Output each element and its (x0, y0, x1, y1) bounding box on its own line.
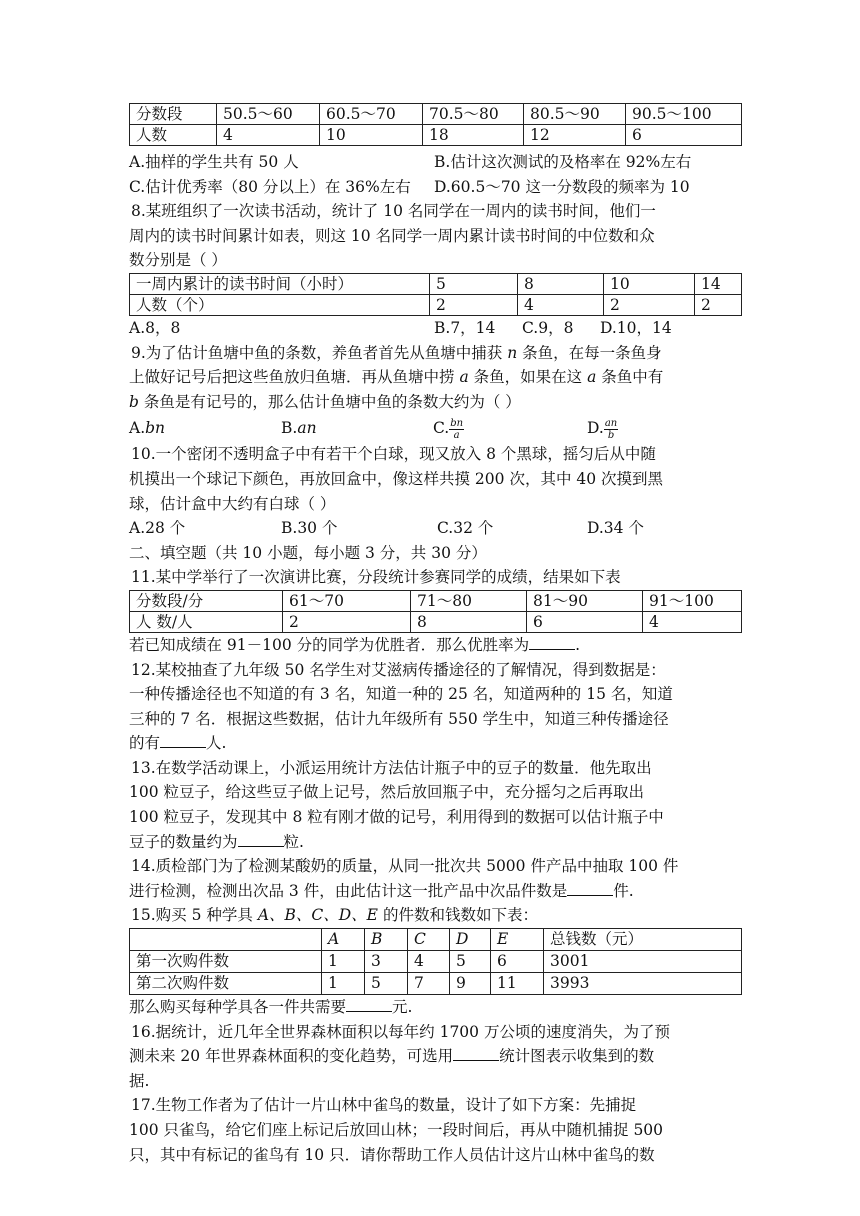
q8-stem-line-1: 8.某班组织了一次读书活动，统计了 10 名同学在一周内的读书时间，他们一 (131, 202, 656, 221)
table-row (130, 104, 742, 125)
table-cell: 81～90 (527, 590, 643, 611)
table-cell: 5 (450, 951, 491, 973)
table-cell: 9 (450, 973, 491, 995)
table-cell: 90.5～100 (626, 104, 742, 125)
q10-stem-line-3: 球，估计盒中大约有白球（ ） (129, 494, 336, 513)
q11-text: . (575, 635, 581, 654)
table-cell: 50.5～60 (217, 104, 320, 125)
q10-options (129, 516, 742, 541)
table-cell: 80.5～90 (524, 104, 626, 125)
table-cell: 91～100 (643, 590, 742, 611)
table-cell: C (408, 929, 450, 951)
table-cell: 第一次购件数 (130, 951, 322, 973)
q9-text: 条鱼，在每一条鱼身 (522, 343, 662, 362)
q15-letters: A、B、C、D、E (257, 906, 378, 925)
table-cell: 3993 (544, 973, 742, 995)
q13-stem-line-2: 100 粒豆子，给这些豆子做上记号，然后放回瓶子中，充分摇匀之后再取出 (129, 783, 645, 802)
q10-option-b: B.30 个 (281, 519, 338, 538)
q17-stem-line-1: 17.生物工作者为了估计一片山林中雀鸟的数量，设计了如下方案：先捕捉 (131, 1096, 637, 1115)
table-row (130, 125, 742, 146)
q13-text: 豆子的数量约为 (129, 832, 238, 851)
q8-option-c: C.9，8 (522, 318, 574, 337)
table-row (130, 590, 742, 611)
table-cell: 5 (430, 273, 518, 294)
q7-option-c: C.估计优秀率（80 分以上）在 36%左右 (129, 177, 411, 196)
q10-option-a: A.28 个 (129, 519, 186, 538)
answer-blank[interactable] (453, 1046, 499, 1061)
table-cell: 11 (491, 973, 544, 995)
fraction-denominator: b (607, 429, 615, 441)
table-cell: 2 (695, 294, 742, 315)
q15-stem-line-1 (129, 903, 742, 928)
q9-options (129, 414, 742, 442)
table-row (130, 611, 742, 632)
table-cell: 1 (322, 951, 365, 973)
q15-text: 15.购买 5 种学具 (131, 906, 253, 925)
q8-stem-line-3: 数分别是（ ） (129, 251, 227, 270)
table-cell: 2 (430, 294, 518, 315)
q16-stem-line-3: 据. (129, 1071, 150, 1090)
table-cell: 3001 (544, 951, 742, 973)
table-cell: A (322, 929, 365, 951)
q13-stem-line-4 (129, 830, 742, 855)
q11-stem-line-2 (129, 633, 742, 658)
table-cell: 8 (518, 273, 604, 294)
q8-stem-line-2: 周内的读书时间累计如表，则这 10 名同学一周内累计读书时间的中位数和众 (129, 226, 655, 245)
q9-text: 条鱼中有 (601, 368, 664, 387)
answer-blank[interactable] (567, 881, 613, 896)
q15-stem-line-2 (129, 995, 742, 1020)
q10-option-c: C.32 个 (437, 519, 494, 538)
q8-option-a: A.8，8 (129, 318, 181, 337)
q16-stem-line-2 (129, 1044, 742, 1069)
q10-option-d: D.34 个 (587, 519, 644, 538)
table-cell: 10 (320, 125, 423, 146)
option-expr: an (297, 419, 317, 438)
q7-option-a: A.抽样的学生共有 50 人 (129, 153, 299, 171)
table-cell: 分数段/分 (130, 590, 283, 611)
q9-var-a: a (459, 368, 469, 387)
q16-stem-line-1: 16.据统计，近几年全世界森林面积以每年约 1700 万公顷的速度消失，为了预 (131, 1022, 670, 1041)
q12-stem-line-1: 12.某校抽查了九年级 50 名学生对艾滋病传播途径的了解情况，得到数据是： (131, 660, 666, 679)
q9-stem-line-2 (129, 365, 742, 390)
q8-option-d: D.10，14 (600, 318, 672, 337)
answer-blank[interactable] (529, 635, 575, 650)
q7-option-b: B.估计这次测试的及格率在 92%左右 (434, 153, 692, 171)
q9-text: 条鱼，如果在这 (473, 368, 583, 387)
q14-text: 进行检测，检测出次品 3 件，由此估计这一批产品中次品件数是 (129, 881, 568, 900)
table-cell: 一周内累计的读书时间（小时） (130, 273, 430, 294)
table-cell: 60.5～70 (320, 104, 423, 125)
q9-var-a: a (587, 368, 597, 387)
table-cell: 4 (643, 611, 742, 632)
q17-stem-line-2: 100 只雀鸟，给它们座上标记后放回山林；一段时间后，再从中随机捕捉 500 (129, 1121, 664, 1139)
q14-text: 件. (613, 881, 634, 900)
fraction-numerator: bn (450, 417, 464, 429)
q16-text: 统计图表示收集到的数 (499, 1047, 655, 1066)
table-cell: 71～80 (411, 590, 527, 611)
q11-text: 若已知成绩在 91－100 分的同学为优胜者．那么优胜率为 (129, 635, 530, 654)
table-cell (130, 929, 322, 951)
table-cell: 分数段 (130, 104, 217, 125)
table-cell: 14 (695, 273, 742, 294)
table-cell: 6 (491, 951, 544, 973)
answer-blank[interactable] (160, 733, 206, 748)
q9-var-b: b (129, 392, 139, 411)
table-row (130, 929, 742, 951)
answer-blank[interactable] (238, 832, 284, 847)
q9-stem-line-1 (129, 341, 742, 366)
q10-stem-line-2: 机摸出一个球记下颜色，再放回盒中，像这样共摸 200 次，其中 40 次摸到黑 (129, 469, 664, 488)
table-cell: 6 (626, 125, 742, 146)
q12-stem-line-2: 一种传播途径也不知道的有 3 名，知道一种的 25 名，知道两种的 15 名，知道 (129, 685, 673, 704)
table-cell: 3 (365, 951, 408, 973)
table-cell: 18 (423, 125, 524, 146)
q10-stem-line-1: 10.一个密闭不透明盒子中有若干个白球，现又放入 8 个黑球，摇匀后从中随 (131, 445, 656, 464)
table-cell: 61～70 (283, 590, 411, 611)
speech-score-table (129, 590, 742, 633)
q7-option-d: D.60.5～70 这一分数段的频率为 10 (434, 177, 690, 196)
fraction (449, 418, 464, 441)
option-label: D. (587, 419, 604, 438)
q9-option-b (281, 416, 433, 441)
q13-stem-line-1: 13.在数学活动课上，小派运用统计方法估计瓶子中的豆子的数量．他先取出 (131, 758, 652, 777)
table-cell: 2 (283, 611, 411, 632)
table-cell: 6 (527, 611, 643, 632)
table-cell: 10 (604, 273, 695, 294)
q12-stem-line-4 (129, 731, 742, 756)
q15-text: 的件数和钱数如下表： (382, 906, 538, 925)
q9-var-n: n (507, 343, 518, 362)
q14-stem-line-1: 14.质检部门为了检测某酸奶的质量，从同一批次共 5000 件产品中抽取 100 件 (131, 857, 679, 876)
table-cell: 人数（个） (130, 294, 430, 315)
table-cell: 5 (365, 973, 408, 995)
section-heading: 二、填空题（共 10 小题，每小题 3 分，共 30 分） (129, 543, 487, 562)
table-row (130, 273, 742, 294)
q7-options-row-2 (129, 175, 742, 200)
table-cell: B (365, 929, 408, 951)
q12-text: 的有 (129, 734, 161, 753)
q12-stem-line-3: 三种的 7 名．根据这些数据，估计九年级所有 550 学生中，知道三种传播途径 (129, 709, 669, 728)
answer-blank[interactable] (346, 997, 392, 1012)
table-cell: 人数 (130, 125, 217, 146)
table-row (130, 973, 742, 995)
score-table (129, 103, 742, 146)
table-cell: 4 (518, 294, 604, 315)
table-cell: 4 (217, 125, 320, 146)
q12-text: 人. (206, 734, 227, 753)
table-cell: 8 (411, 611, 527, 632)
q13-stem-line-3: 100 粒豆子，发现其中 8 粒有刚才做的记号，利用得到的数据可以估计瓶子中 (129, 808, 664, 827)
q13-text: 粒. (283, 832, 304, 851)
q9-text: 条鱼是有记号的，那么估计鱼塘中鱼的条数大约为（ ） (143, 392, 521, 411)
fraction (604, 418, 618, 441)
reading-time-table (129, 273, 742, 316)
q9-option-c (433, 416, 587, 441)
table-cell: 2 (604, 294, 695, 315)
q8-option-b: B.7，14 (434, 318, 496, 337)
q9-option-a (129, 416, 281, 441)
option-expr: bn (145, 419, 166, 438)
supplies-table (129, 928, 742, 995)
q9-option-d (587, 416, 618, 441)
q14-stem-line-2 (129, 879, 742, 904)
q16-text: 测未来 20 年世界森林面积的变化趋势，可选用 (129, 1047, 454, 1066)
table-row (130, 951, 742, 973)
q15-text: 元. (392, 998, 413, 1017)
option-label: B. (281, 419, 298, 438)
table-cell: 第二次购件数 (130, 973, 322, 995)
q9-stem-line-3 (129, 390, 742, 415)
table-cell: 1 (322, 973, 365, 995)
q15-text: 那么购买每种学具各一件共需要 (129, 998, 347, 1017)
option-label: C. (433, 419, 450, 438)
table-cell: D (450, 929, 491, 951)
table-cell: 4 (408, 951, 450, 973)
q7-options-row-1 (129, 150, 742, 175)
q8-options (129, 316, 742, 341)
q17-stem-line-3: 只，其中有标记的雀鸟有 10 只．请你帮助工作人员估计这片山林中雀鸟的数 (129, 1145, 655, 1164)
table-cell: 70.5～80 (423, 104, 524, 125)
table-cell: 7 (408, 973, 450, 995)
q9-text: 上做好记号后把这些鱼放归鱼塘．再从鱼塘中捞 (129, 368, 455, 387)
fraction-numerator: an (604, 417, 618, 429)
table-cell: 总钱数（元） (544, 929, 742, 951)
table-cell: 12 (524, 125, 626, 146)
fraction-denominator: a (453, 429, 460, 441)
table-row (130, 294, 742, 315)
q11-stem-line-1: 11.某中学举行了一次演讲比赛，分段统计参赛同学的成绩，结果如下表 (131, 568, 621, 587)
table-cell: 人 数/人 (130, 611, 283, 632)
table-cell: E (491, 929, 544, 951)
option-label: A. (129, 419, 146, 438)
q9-text: 9.为了估计鱼塘中鱼的条数，养鱼者首先从鱼塘中捕获 (131, 343, 503, 362)
